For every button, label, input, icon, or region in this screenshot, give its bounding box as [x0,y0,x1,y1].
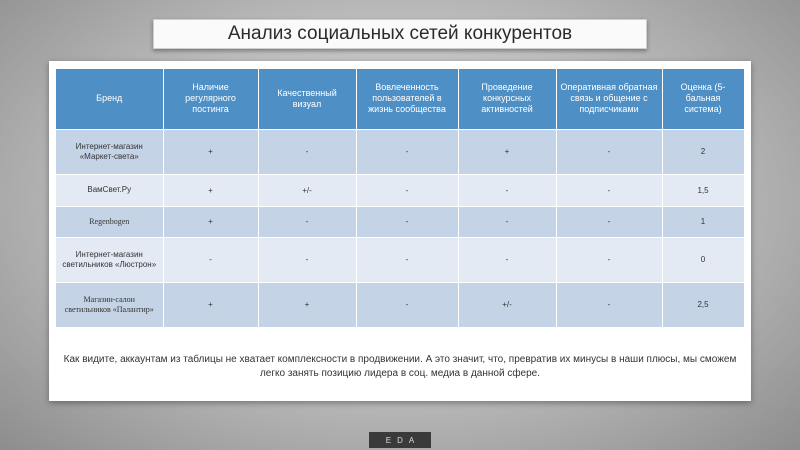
competitor-analysis-table [56,69,745,327]
table-cell: - [556,129,662,174]
cell-score: 1,5 [662,174,744,206]
table-cell: +/- [258,174,356,206]
table-cell: - [458,237,556,282]
footer-logo-badge: EDA [369,432,431,448]
slide-title-bar [153,19,647,49]
conclusion-text: Как видите, аккаунтам из таблицы не хватает комплексности в продвижении. А это значит, что, превратив их минусы в наши плюсы, мы сможем легко занять позицию лидера в соц. медиа в данной сфере. [63,354,737,379]
table-cell: - [258,129,356,174]
cell-brand: ВамСвет.Ру [56,174,163,206]
table-cell: - [556,282,662,327]
table-cell: - [556,237,662,282]
cell-brand: Интернет-магазин светильников «Люстрон» [56,237,163,282]
table-cell: - [458,206,556,237]
table-cell: + [163,129,258,174]
table-row [56,206,744,237]
header-score: Оценка (5-бальная система) [662,69,744,129]
cell-score: 2,5 [662,282,744,327]
table-cell: + [458,129,556,174]
table-cell: - [356,174,458,206]
cell-score: 2 [662,129,744,174]
header-brand: Бренд [56,69,163,129]
table-cell: - [258,206,356,237]
table-cell: - [356,129,458,174]
cell-brand: Regenbogen [56,206,163,237]
content-panel [49,61,751,401]
cell-brand: Интернет-магазин «Маркет-света» [56,129,163,174]
cell-brand: Магазин-салон светильников «Палантир» [56,282,163,327]
table-row [56,174,744,206]
table-cell: - [556,206,662,237]
table-cell: + [163,282,258,327]
slide-title: Анализ социальных сетей конкурентов [227,23,573,44]
table-row [56,282,744,327]
table-row [56,237,744,282]
table-cell: - [258,237,356,282]
table-cell: - [163,237,258,282]
table-cell: - [556,174,662,206]
header-quality-visual: Качественный визуал [258,69,356,129]
header-contests: Проведение конкурсных активностей [458,69,556,129]
header-regular-posting: Наличие регулярного постинга [163,69,258,129]
table-cell: + [163,206,258,237]
table-cell: + [258,282,356,327]
table-row [56,129,744,174]
table-cell: - [356,282,458,327]
table-cell: + [163,174,258,206]
cell-score: 1 [662,206,744,237]
table-header-row [56,69,744,129]
table-cell: +/- [458,282,556,327]
cell-score: 0 [662,237,744,282]
header-engagement: Вовлеченность пользователей в жизнь сообщества [356,69,458,129]
table-cell: - [356,237,458,282]
table-cell: - [458,174,556,206]
header-feedback: Оперативная обратная связь и общение с подписчиками [556,69,662,129]
table-cell: - [356,206,458,237]
